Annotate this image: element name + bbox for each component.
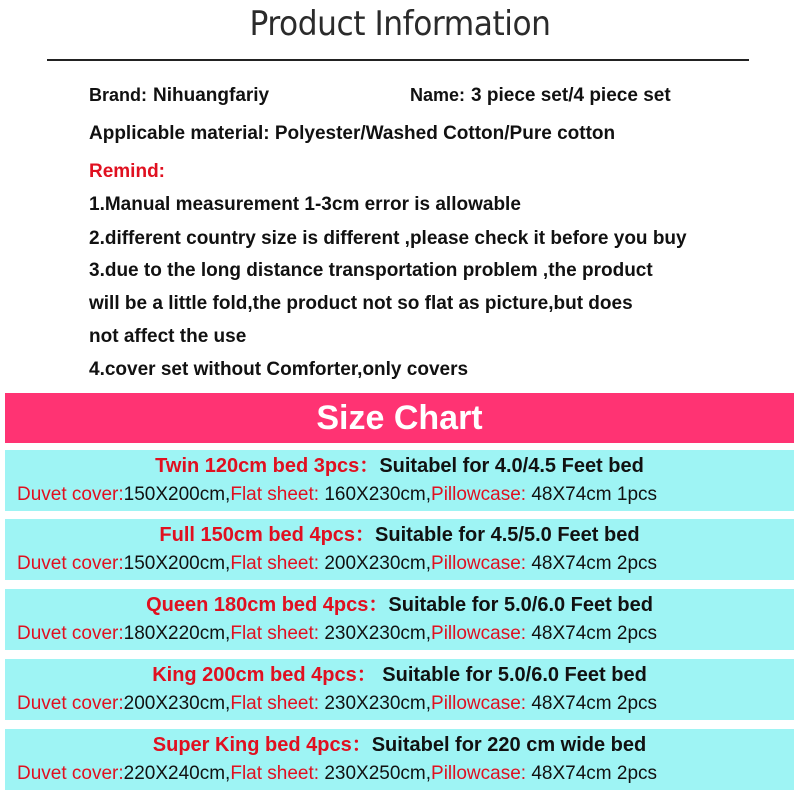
title-divider — [47, 59, 749, 61]
flat-label: Flat sheet: — [230, 484, 325, 505]
size-head: Queen 180cm bed 4pcs： — [146, 594, 389, 616]
size-head: Super King bed 4pcs： — [152, 734, 372, 756]
duvet-size: 180X220cm, — [123, 623, 231, 644]
pillow-size: 48X74cm 2pcs — [531, 623, 658, 644]
size-row-full — [5, 519, 794, 580]
remind-label: Remind: — [89, 161, 165, 182]
remind-note: 3.due to the long distance transportation problem ,the product — [89, 260, 653, 281]
duvet-label: Duvet cover: — [17, 693, 124, 714]
duvet-size: 200X230cm, — [123, 693, 231, 714]
flat-size: 160X230cm, — [324, 484, 432, 505]
name-value: 3 piece set/4 piece set — [471, 85, 671, 106]
flat-size: 230X230cm, — [324, 623, 432, 644]
duvet-label: Duvet cover: — [17, 623, 124, 644]
flat-size: 230X230cm, — [324, 693, 432, 714]
remind-note: 1.Manual measurement 1-3cm error is allowable — [89, 194, 521, 215]
size-chart-title: Size Chart — [316, 398, 483, 437]
pillow-size: 48X74cm 1pcs — [531, 484, 658, 505]
pillow-label: Pillowcase: — [431, 763, 532, 784]
duvet-label: Duvet cover: — [17, 484, 124, 505]
pillow-size: 48X74cm 2pcs — [531, 763, 658, 784]
pillow-label: Pillowcase: — [431, 693, 532, 714]
flat-label: Flat sheet: — [230, 763, 325, 784]
remind-note: not affect the use — [89, 326, 247, 347]
size-row-twin — [5, 450, 794, 511]
material-line: Applicable material: Polyester/Washed Cotton/Pure cotton — [89, 123, 616, 144]
flat-label: Flat sheet: — [230, 553, 325, 574]
size-row-super-king — [5, 729, 794, 790]
size-head: Twin 120cm bed 3pcs： — [155, 455, 380, 477]
remind-note: 4.cover set without Comforter,only covers — [89, 359, 469, 380]
brand-value: Nihuangfariy — [153, 85, 270, 106]
pillow-size: 48X74cm 2pcs — [531, 693, 658, 714]
duvet-label: Duvet cover: — [17, 763, 124, 784]
duvet-size: 150X200cm, — [123, 553, 231, 574]
flat-size: 200X230cm, — [324, 553, 432, 574]
brand-label: Brand: — [89, 85, 147, 105]
flat-label: Flat sheet: — [230, 623, 325, 644]
size-row-queen — [5, 589, 794, 650]
name-line — [410, 83, 671, 108]
size-desc: Suitable for 5.0/6.0 Feet bed — [388, 594, 653, 616]
size-desc: Suitable for 5.0/6.0 Feet bed — [376, 664, 647, 686]
size-chart-banner — [5, 393, 794, 443]
brand-line — [89, 83, 269, 108]
duvet-label: Duvet cover: — [17, 553, 124, 574]
remind-note: 2.different country size is different ,please check it before you buy — [89, 228, 687, 249]
remind-note: will be a little fold,the product not so flat as picture,but does — [89, 293, 633, 314]
size-desc: Suitabel for 4.0/4.5 Feet bed — [379, 455, 644, 477]
duvet-size: 220X240cm, — [123, 763, 231, 784]
flat-label: Flat sheet: — [230, 693, 325, 714]
size-head: Full 150cm bed 4pcs： — [159, 524, 376, 546]
pillow-label: Pillowcase: — [431, 484, 532, 505]
size-desc: Suitabel for 220 cm wide bed — [371, 734, 647, 756]
size-row-king — [5, 659, 794, 720]
size-head: King 200cm bed 4pcs： — [152, 664, 377, 686]
duvet-size: 150X200cm, — [123, 484, 231, 505]
pillow-label: Pillowcase: — [431, 553, 532, 574]
size-desc: Suitable for 4.5/5.0 Feet bed — [375, 524, 640, 546]
pillow-label: Pillowcase: — [431, 623, 532, 644]
flat-size: 230X250cm, — [324, 763, 432, 784]
page-title: Product Information — [249, 4, 551, 44]
pillow-size: 48X74cm 2pcs — [531, 553, 658, 574]
name-label: Name: — [410, 85, 466, 105]
